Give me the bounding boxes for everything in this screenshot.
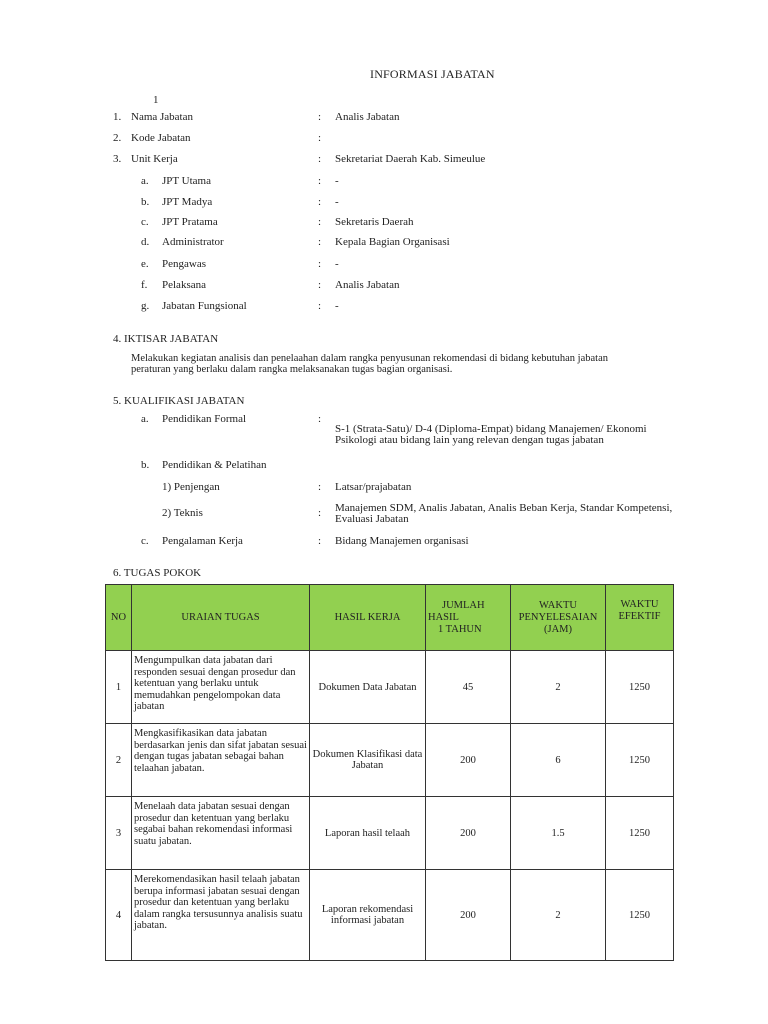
field-label: Pengawas	[162, 258, 206, 270]
page-number: 1	[153, 94, 159, 106]
header-waktu	[511, 585, 606, 651]
field-label: Pelaksana	[162, 279, 206, 291]
field-penjengan	[0, 481, 768, 497]
item-letter: a.	[141, 175, 149, 187]
item-letter: b.	[141, 459, 150, 471]
field-jpt-madya	[0, 196, 768, 212]
field-colon: :	[318, 300, 322, 312]
field-colon: :	[318, 258, 322, 270]
field-label: JPT Pratama	[162, 216, 218, 228]
item-number: 3.	[113, 153, 122, 165]
field-value: Bidang Manajemen organisasi	[335, 535, 469, 547]
field-colon: :	[318, 175, 322, 187]
cell-waktu: 6	[511, 724, 606, 797]
field-value: -	[335, 300, 339, 312]
cell-no: 2	[106, 724, 132, 797]
field-label: Administrator	[162, 236, 224, 248]
field-kode-jabatan	[0, 132, 768, 148]
field-label: Pendidikan Formal	[162, 413, 247, 425]
field-colon: :	[318, 236, 322, 248]
field-colon: :	[318, 132, 322, 144]
cell-uraian: Merekomendasikan hasil telaah jabatan berupa informasi jabatan sesuai dengan prosedur dan ketentuan yang berlaku dalam rangka tersusunnya analisis suatu jabatan.	[132, 870, 310, 961]
cell-hasil: Laporan rekomendasi informasi jabatan	[310, 870, 426, 961]
ikhtisar-line-1: Melakukan kegiatan analisis dan penelaahan dalam rangka penyusunan rekomendasi di bidang kebutuhan jabatan	[131, 353, 609, 364]
header-efektif	[606, 585, 674, 651]
field-unit-kerja	[0, 153, 768, 169]
field-colon: :	[318, 481, 322, 493]
item-letter: d.	[141, 236, 150, 248]
tugas-pokok-table	[105, 584, 674, 961]
table-row	[106, 797, 674, 870]
field-administrator	[0, 236, 768, 252]
header-waktu-line-3: (JAM)	[544, 623, 572, 635]
field-jabatan-fungsional	[0, 300, 768, 316]
field-jpt-pratama	[0, 216, 768, 232]
cell-waktu: 2	[511, 651, 606, 724]
field-value: Analis Jabatan	[335, 111, 400, 123]
item-letter: c.	[141, 216, 149, 228]
item-letter: g.	[141, 300, 150, 312]
field-colon: :	[318, 111, 322, 123]
field-label: JPT Utama	[162, 175, 211, 187]
cell-efektif: 1250	[606, 651, 674, 724]
pendidikan-formal-value-line-1: S-1 (Strata-Satu)/ D-4 (Diploma-Empat) bidang Manajemen/ Ekonomi	[335, 423, 647, 435]
field-nama-jabatan	[0, 111, 768, 127]
header-jumlah-line-2: HASIL	[428, 611, 459, 623]
field-pengalaman-kerja	[0, 535, 768, 551]
table-row	[106, 870, 674, 961]
item-letter: c.	[141, 535, 149, 547]
header-waktu-line-1: WAKTU	[539, 599, 577, 611]
field-label: Pengalaman Kerja	[162, 535, 243, 547]
document-title: INFORMASI JABATAN	[370, 67, 495, 81]
field-label: Jabatan Fungsional	[162, 300, 247, 312]
cell-uraian: Mengumpulkan data jabatan dari responden sesuai dengan prosedur dan ketentuan yang berlaku untuk memudahkan pengelompokan data jabatan	[132, 651, 310, 724]
field-label: Pendidikan & Pelatihan	[162, 459, 267, 471]
cell-efektif: 1250	[606, 870, 674, 961]
cell-uraian: Menelaah data jabatan sesuai dengan prosedur dan ketentuan yang berlaku segabai bahan rekomendasi informasi suatu jabatan.	[132, 797, 310, 870]
cell-jumlah: 45	[426, 651, 511, 724]
cell-no: 3	[106, 797, 132, 870]
cell-efektif: 1250	[606, 797, 674, 870]
cell-jumlah: 200	[426, 724, 511, 797]
field-colon: :	[318, 413, 322, 425]
cell-jumlah: 200	[426, 797, 511, 870]
teknis-value-line-2: Evaluasi Jabatan	[335, 513, 409, 525]
table-row	[106, 651, 674, 724]
header-no: NO	[106, 585, 132, 651]
header-uraian: URAIAN TUGAS	[132, 585, 310, 651]
ikhtisar-line-2: peraturan yang berlaku dalam rangka melaksanakan tugas bagian organisasi.	[131, 364, 453, 375]
field-label: 2) Teknis	[162, 507, 203, 519]
cell-hasil: Laporan hasil telaah	[310, 797, 426, 870]
field-value: -	[335, 175, 339, 187]
header-efektif-line-2: EFEKTIF	[618, 611, 661, 622]
item-number: 2.	[113, 132, 122, 144]
header-jumlah-line-1: JUMLAH	[442, 599, 485, 611]
field-label: Unit Kerja	[131, 153, 178, 165]
teknis-value-line-1: Manajemen SDM, Analis Jabatan, Analis Beban Kerja, Standar Kompetensi,	[335, 502, 673, 514]
header-hasil: HASIL KERJA	[310, 585, 426, 651]
field-jpt-utama	[0, 175, 768, 191]
pendidikan-formal-value-line-2: Psikologi atau bidang lain yang relevan dengan tugas jabatan	[335, 434, 604, 446]
field-colon: :	[318, 153, 322, 165]
field-value: Kepala Bagian Organisasi	[335, 236, 450, 248]
section-heading-kualifikasi: 5. KUALIFIKASI JABATAN	[113, 395, 245, 407]
header-waktu-line-2: PENYELESAIAN	[518, 611, 598, 623]
cell-waktu: 1.5	[511, 797, 606, 870]
cell-uraian: Mengkasifikasikan data jabatan berdasarkan jenis dan sifat jabatan sesuai dengan tugas jabatan sebagai bahan telaahan jabatan.	[132, 724, 310, 797]
cell-efektif: 1250	[606, 724, 674, 797]
field-pendidikan-pelatihan	[0, 459, 768, 475]
field-colon: :	[318, 535, 322, 547]
cell-no: 1	[106, 651, 132, 724]
header-efektif-line-1: WAKTU	[620, 599, 659, 610]
field-pelaksana	[0, 279, 768, 295]
table-header-row	[106, 585, 674, 651]
field-value: Latsar/prajabatan	[335, 481, 412, 493]
cell-no: 4	[106, 870, 132, 961]
item-letter: f.	[141, 279, 148, 291]
item-number: 1.	[113, 111, 122, 123]
field-value: Sekretaris Daerah	[335, 216, 414, 228]
cell-jumlah: 200	[426, 870, 511, 961]
header-jumlah-line-3: 1 TAHUN	[438, 623, 482, 635]
table-row	[106, 724, 674, 797]
header-jumlah	[426, 585, 511, 651]
field-label: Kode Jabatan	[131, 132, 191, 144]
field-colon: :	[318, 507, 322, 519]
field-colon: :	[318, 279, 322, 291]
section-heading-tugas-pokok: 6. TUGAS POKOK	[113, 567, 202, 579]
field-label: Nama Jabatan	[131, 111, 193, 123]
field-colon: :	[318, 196, 322, 208]
field-colon: :	[318, 216, 322, 228]
field-label: JPT Madya	[162, 196, 213, 208]
field-value: Analis Jabatan	[335, 279, 400, 291]
cell-hasil: Dokumen Data Jabatan	[310, 651, 426, 724]
item-letter: a.	[141, 413, 149, 425]
field-value: Sekretariat Daerah Kab. Simeulue	[335, 153, 486, 165]
field-value: -	[335, 258, 339, 270]
field-label: 1) Penjengan	[162, 481, 220, 493]
item-letter: b.	[141, 196, 150, 208]
cell-waktu: 2	[511, 870, 606, 961]
field-value: -	[335, 196, 339, 208]
item-letter: e.	[141, 258, 149, 270]
field-pengawas	[0, 258, 768, 274]
cell-hasil: Dokumen Klasifikasi data Jabatan	[310, 724, 426, 797]
section-heading-ikhtisar: 4. IKTISAR JABATAN	[113, 333, 219, 345]
